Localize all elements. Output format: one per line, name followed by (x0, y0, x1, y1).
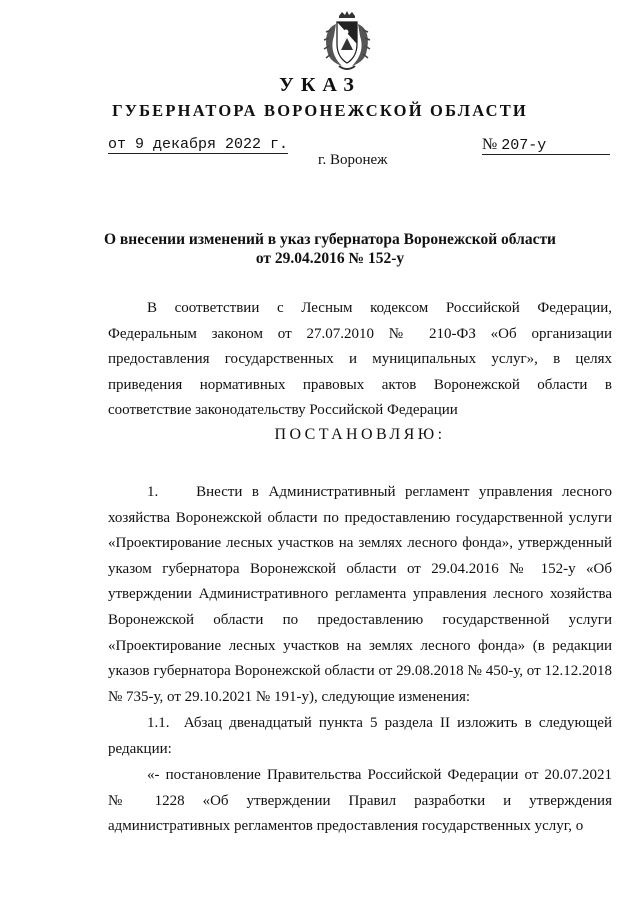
document-type-title: УКАЗ (279, 74, 361, 96)
decree-date-text: от 9 декабря 2022 г. (108, 136, 289, 153)
decree-number-text: 207-у (501, 137, 547, 154)
coat-of-arms-icon (322, 10, 372, 72)
quote-paragraph (108, 763, 612, 840)
city-label: г. Воронеж (318, 152, 388, 168)
decree-operative-word: ПОСТАНОВЛЯЮ: (274, 426, 446, 443)
number-sign: № (482, 136, 498, 153)
decree-date (108, 136, 288, 153)
quote-text: «- постановление Правительства Российской Федерации от 20.07.2021 № 1228 «Об утверждении Правил разработки и утверждения административных регламентов предоставления государственных услуг, о (108, 767, 612, 835)
decree-subject-text: О внесении изменений в указ губернатора Воронежской области от 29.04.2016 № 152-у (103, 231, 556, 267)
issuer-title: ГУБЕРНАТОРА ВОРОНЕЖСКОЙ ОБЛАСТИ (112, 101, 528, 120)
item-1-1-text: 1.1. Абзац двенадцатый пункта 5 раздела II изложить в следующей редакции: (108, 715, 616, 757)
decree-number (482, 136, 610, 155)
decree-subject (0, 230, 640, 268)
preamble-paragraph (108, 296, 612, 424)
item-1-1-paragraph (108, 711, 616, 762)
item-1-text: 1. Внести в Административный регламент управления лесного хозяйства Воронежской области по предоставлению государственной услуги «Проектирование лесных участков на землях лесного фонда», утвержденный указом губернатора Воронежской области от 29.04.2016 № 152-у «Об утверждении Административного регламента управления лесного хозяйства Воронежской области по предоставлению государственной услуги «Проектирование лесных участков на землях лесного фонда» (в редакции указов губернатора Воронежской области от 29.08.2018 № 450-у, от 12.12.2018 № 735-у, от 29.10.2021 № 191-у), следующие изменения: (108, 484, 616, 705)
preamble-text: В соответствии с Лесным кодексом Российской Федерации, Федеральным законом от 27.07.2010 № 210-ФЗ «Об организации предоставления государственных и муниципальных услуг», в целях приведения нормативных правовых актов Воронежской области в соответствие законодательству Российской Федерации (108, 300, 612, 419)
item-1-paragraph (108, 480, 616, 710)
